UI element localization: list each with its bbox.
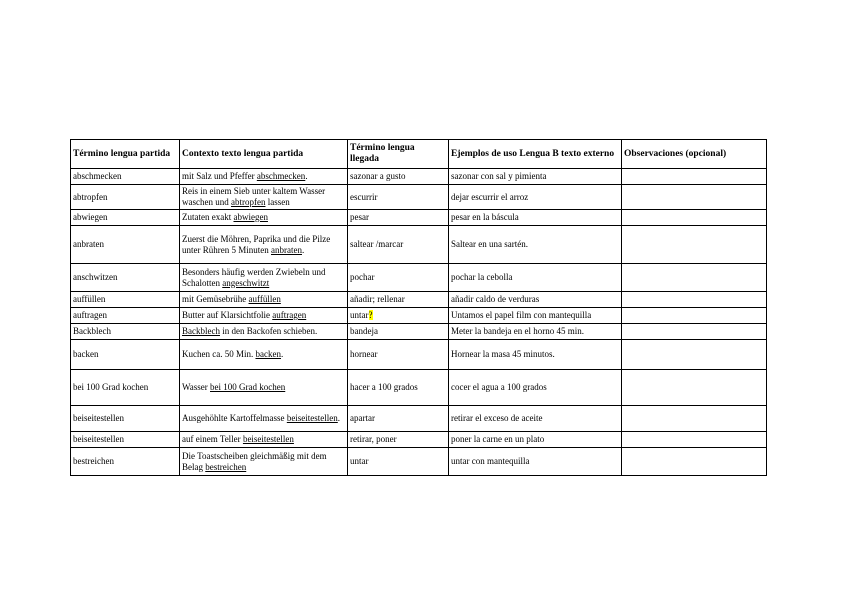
context-text-end: . [337,413,341,423]
table-row [71,210,767,226]
context-term-underlined: abwiegen [233,212,268,222]
source-context-cell [180,308,348,324]
context-term-underlined: beiseitestellen [286,413,338,423]
source-context-cell [180,264,348,292]
notes-cell [622,264,767,292]
table-row [71,292,767,308]
context-term-underlined: abschmecken [256,171,306,181]
target-example-cell: Meter la bandeja en el horno 45 min. [449,324,622,340]
context-term-underlined: backen [255,349,281,359]
target-term-cell [348,226,449,264]
table-row [71,370,767,406]
target-term-text: untar [350,310,369,320]
source-term-cell: backen [71,340,180,370]
header-target-examples: Ejemplos de uso Lengua B texto externo [449,140,622,169]
target-term-text: hornear [350,349,378,359]
target-term-cell [348,448,449,476]
target-term-cell [348,308,449,324]
table-row [71,406,767,432]
header-source-term: Término lengua partida [71,140,180,169]
target-example-cell: poner la carne en un plato [449,432,622,448]
source-term-cell: abtropfen [71,185,180,210]
target-term-text: pesar [350,212,369,222]
source-context-cell [180,210,348,226]
target-term-cell [348,292,449,308]
target-term-text: untar [350,456,369,466]
source-term-cell: beiseitestellen [71,432,180,448]
notes-cell [622,448,767,476]
notes-cell [622,169,767,185]
context-term-underlined: abtropfen [231,197,266,207]
context-text-end: . [301,244,305,255]
target-example-cell: pochar la cebolla [449,264,622,292]
header-row [71,140,767,169]
context-text-end: . [305,171,308,181]
table-row [71,226,767,264]
target-example-cell: sazonar con sal y pimienta [449,169,622,185]
target-example-cell: añadir caldo de verduras [449,292,622,308]
target-term-cell [348,406,449,432]
source-term-cell: bestreichen [71,448,180,476]
target-term-text: bandeja [350,326,378,336]
notes-cell [622,406,767,432]
table-row [71,264,767,292]
target-term-text: retirar, poner [350,434,397,444]
context-text: auf einem Teller [182,434,243,444]
target-example-cell: Untamos el papel film con mantequilla [449,308,622,324]
context-text: Besonders häufig werden Zwiebeln und Schalotten [182,266,326,288]
context-text: Wasser [182,382,211,392]
target-term-text: pochar [350,272,375,282]
target-example-cell: Saltear en una sartén. [449,226,622,264]
context-term-underlined: Backblech [182,326,220,336]
source-context-cell [180,432,348,448]
source-context-cell [180,370,348,406]
context-term-underlined: auftragen [272,310,307,320]
notes-cell [622,324,767,340]
table-row [71,185,767,210]
context-text: Zutaten exakt [182,212,234,222]
context-text-end: . [280,349,284,359]
target-term-text: apartar [350,413,375,423]
target-term-cell [348,370,449,406]
context-text: Die Toastscheiben gleichmäßig mit dem Belag [182,450,327,472]
table-row [71,308,767,324]
target-example-cell: untar con mantequilla [449,448,622,476]
target-example-cell: Hornear la masa 45 minutos. [449,340,622,370]
target-term-text: saltear /marcar [350,239,404,249]
target-term-text: sazonar a gusto [350,171,406,181]
table-row [71,340,767,370]
source-context-cell [180,406,348,432]
context-text-end: in den Backofen schieben. [219,326,318,336]
notes-cell [622,432,767,448]
highlighted-query-mark: ? [368,310,373,320]
source-context-cell [180,226,348,264]
target-term-cell [348,264,449,292]
table-row [71,169,767,185]
target-term-cell [348,185,449,210]
target-example-cell: pesar en la báscula [449,210,622,226]
context-text: Zuerst die Möhren, Paprika und die Pilze unter Rühren 5 Minuten [182,233,331,255]
source-context-cell [180,324,348,340]
notes-cell [622,292,767,308]
source-term-cell: bei 100 Grad kochen [71,370,180,406]
target-term-text: hacer a 100 grados [350,382,418,392]
source-term-cell: auffüllen [71,292,180,308]
source-context-cell [180,340,348,370]
notes-cell [622,226,767,264]
context-text: mit Gemüsebrühe [182,294,249,304]
target-term-cell [348,169,449,185]
target-term-text: escurrir [350,191,378,202]
notes-cell [622,308,767,324]
table-row [71,448,767,476]
context-text: Butter auf Klarsichtfolie [182,310,273,320]
target-example-cell: cocer el agua a 100 grados [449,370,622,406]
notes-cell [622,210,767,226]
target-term-text: añadir; rellenar [350,294,405,304]
context-term-underlined: bestreichen [205,461,247,472]
context-term-underlined: anbraten [271,244,302,255]
header-notes: Observaciones (opcional) [622,140,767,169]
target-term-cell [348,210,449,226]
glossary-table [70,139,767,476]
header-target-term: Término lengua llegada [348,140,449,169]
target-term-cell [348,432,449,448]
source-term-cell: abschmecken [71,169,180,185]
context-term-underlined: angeschwitzt [222,277,270,288]
context-text: Reis in einem Sieb unter kaltem Wasser waschen und [182,186,326,207]
notes-cell [622,370,767,406]
context-term-underlined: auffüllen [248,294,281,304]
context-text: Ausgehöhlte Kartoffelmasse [182,413,287,423]
context-term-underlined: bei 100 Grad kochen [210,382,286,392]
context-text: mit Salz und Pfeffer [182,171,257,181]
source-term-cell: anschwitzen [71,264,180,292]
table-row [71,432,767,448]
table-row [71,324,767,340]
source-context-cell [180,169,348,185]
source-context-cell [180,292,348,308]
context-term-underlined: beiseitestellen [242,434,294,444]
notes-cell [622,340,767,370]
source-term-cell: beiseitestellen [71,406,180,432]
source-context-cell [180,185,348,210]
source-term-cell: auftragen [71,308,180,324]
target-term-cell [348,324,449,340]
target-term-cell [348,340,449,370]
context-text: Kuchen ca. 50 Min. [182,349,256,359]
target-example-cell: dejar escurrir el arroz [449,185,622,210]
source-context-cell [180,448,348,476]
context-text-end: lassen [265,197,290,207]
source-term-cell: abwiegen [71,210,180,226]
source-term-cell: anbraten [71,226,180,264]
notes-cell [622,185,767,210]
header-source-context: Contexto texto lengua partida [180,140,348,169]
target-example-cell: retirar el exceso de aceite [449,406,622,432]
source-term-cell: Backblech [71,324,180,340]
